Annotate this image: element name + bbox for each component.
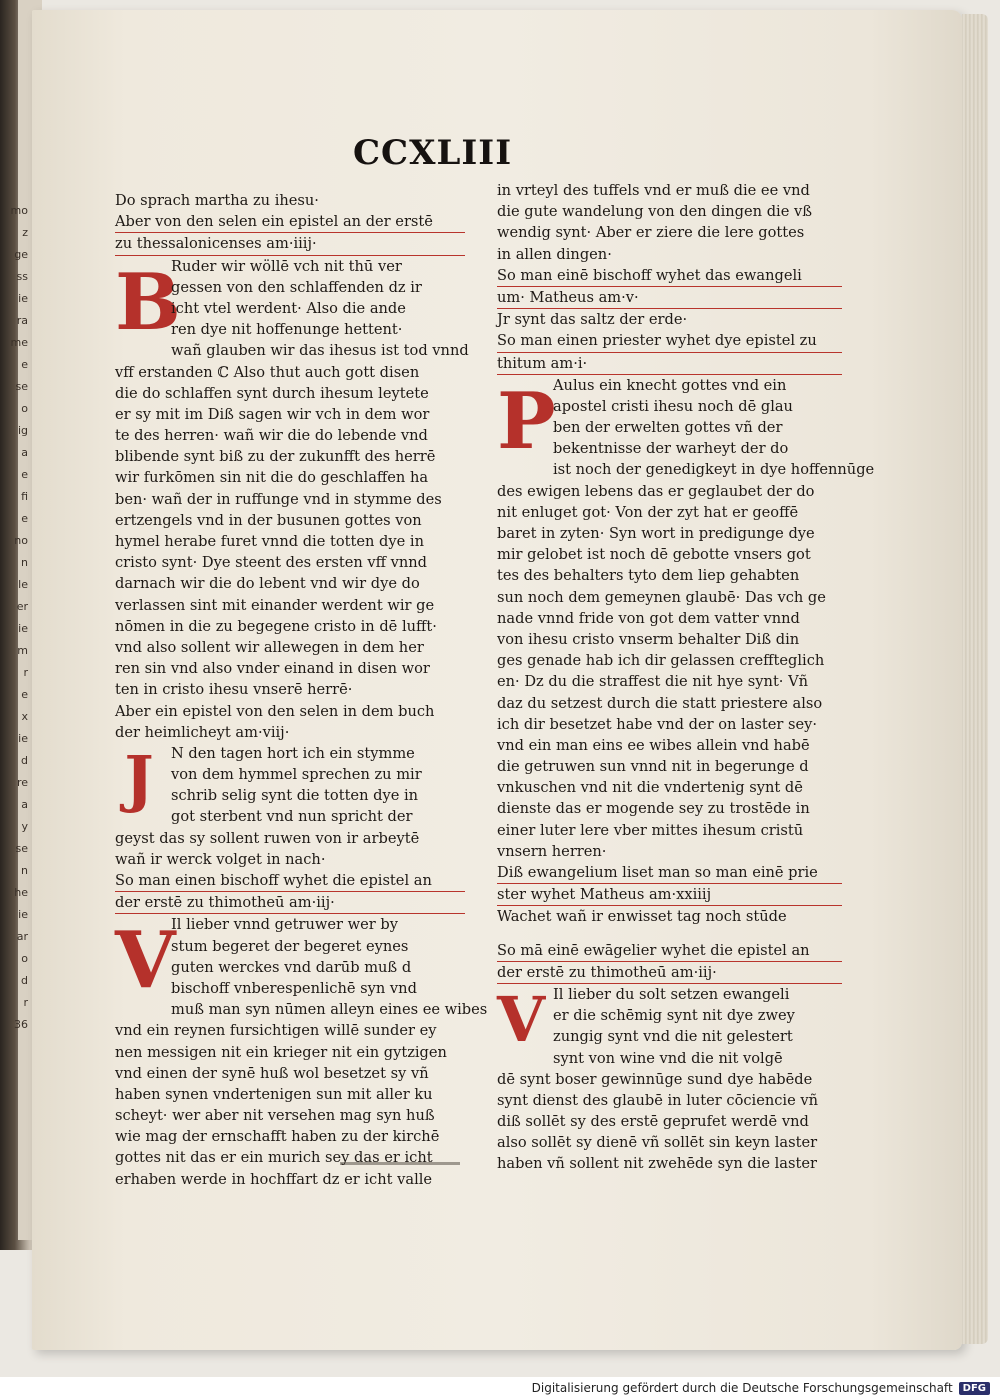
text-line: geyst das sy sollent ruwen von ir arbeytē (115, 829, 420, 847)
text-line: ges genade hab ich dir gelassen creffteglich (497, 652, 825, 670)
text-line: icht vtel werdent· Also die ande (171, 299, 406, 317)
text-line: daz du setzest durch die statt priestere also (497, 694, 823, 712)
text-line: schrib selig synt die totten dye in (171, 787, 419, 805)
text-line: er sy mit im Diß sagen wir vch in dem wor (115, 405, 430, 423)
text-line: N den tagen hort ich ein stymme (171, 744, 415, 762)
rubric-heading-line: Aber von den selen ein epistel an der erstē (115, 211, 465, 233)
text-line: guten werckes vnd darūb muß d (171, 958, 412, 976)
text-line: ist noch der genedigkeyt in dye hoffennūge (553, 461, 875, 479)
text-line: vnkuschen vnd nit die vndertenig synt dē (497, 779, 803, 797)
margin-gloss: ig (17, 424, 28, 437)
text-line: gottes nit das er ein murich sey das er icht (115, 1149, 433, 1167)
text-line: ten in cristo ihesu vnserē herrē· (115, 681, 353, 699)
text-line: Il lieber vnnd getruwer wer by (171, 916, 398, 934)
text-line: vnd einen der synē huß wol besetzet sy vñ (115, 1064, 429, 1082)
text-line: Aber ein epistel von den selen in dem buch (115, 702, 435, 720)
margin-gloss: n (21, 864, 28, 877)
text-line: apostel cristi ihesu noch dē glau (553, 397, 793, 415)
text-line: bischoff vnberespenlichē syn vnd (171, 979, 417, 997)
rubric-heading-line: ster wyhet Matheus am·xxiiij (497, 884, 842, 906)
margin-gloss: 36 (14, 1018, 28, 1031)
decorated-initial: V (115, 915, 176, 1007)
margin-gloss: me (10, 336, 28, 349)
rubric-heading-line: So man einen bischoff wyhet die epistel an (115, 870, 465, 892)
margin-gloss: r (23, 996, 28, 1009)
margin-gloss: ra (16, 314, 28, 327)
margin-gloss: z (22, 226, 28, 239)
rubric-heading-line: So man einen priester wyhet dye epistel zu (497, 330, 842, 352)
text-line: die gute wandelung von den dingen die vß (497, 203, 812, 221)
right-text-column (497, 180, 875, 1175)
text-line: erhaben werde in hochffart dz er icht valle (115, 1170, 433, 1188)
text-line: baret in zyten· Syn wort in predigunge dye (497, 525, 815, 542)
text-line: wir furkōmen sin nit die do geschlaffen ha (115, 469, 429, 487)
text-line: wañ ir werck volget in nach· (115, 850, 326, 868)
margin-gloss: a (21, 798, 28, 811)
text-line: ren dye nit hoffenunge hettent· (171, 321, 403, 339)
text-line: nade vnnd fride von got dem vatter vnnd (497, 609, 800, 627)
margin-gloss: ie (18, 908, 28, 921)
margin-gloss: le (18, 578, 28, 591)
text-line: ertzengels vnd in der busunen gottes von (115, 511, 422, 529)
text-line: nen messigen nit ein krieger nit ein gytzigen (115, 1043, 447, 1061)
text-line: die getruwen sun vnnd nit in begerunge d (497, 758, 809, 776)
text-line: des ewigen lebens das er geglaubet der do (497, 482, 815, 500)
text-line: vnsern herren· (497, 842, 607, 860)
margin-gloss: e (21, 688, 28, 701)
rubric-heading-line: thitum am·i· (497, 353, 842, 375)
text-line: Il lieber du solt setzen ewangeli (553, 985, 790, 1003)
decorated-initial: J (124, 741, 154, 815)
margin-gloss: ie (18, 622, 28, 635)
text-line: mir gelobet ist noch dē gebotte vnsers got (497, 546, 811, 564)
rubric-heading-line: der erstē zu thimotheū am·iij· (497, 962, 842, 984)
margin-gloss: se (15, 380, 28, 393)
text-line: dē synt boser gewinnūge sund dye habēde (497, 1070, 813, 1088)
text-line: er die schēmig synt nit dye zwey (553, 1007, 795, 1025)
text-line: nit enluget got· Von der zyt hat er geoffē (497, 503, 799, 521)
text-line: synt dienst des glaubē in luter cōciencie vñ (497, 1091, 818, 1109)
text-line: vnd ein man eins ee wibes allein vnd habē (497, 736, 810, 754)
margin-gloss: ge (14, 248, 28, 261)
text-line: haben synen vndertenigen sun mit aller ku (115, 1085, 433, 1103)
text-line: nōmen in die zu begegene cristo in dē lufft· (115, 617, 437, 635)
page-stack-edges (962, 14, 988, 1344)
rubric-heading-line: So mā einē ewāgelier wyhet die epistel an (497, 940, 842, 962)
text-line: ben· wañ der in ruffunge vnd in stymme des (115, 490, 442, 508)
text-line: diß sollēt sy des erstē geprufet werdē vnd (497, 1113, 809, 1131)
margin-gloss: ie (18, 732, 28, 745)
text-line: got sterbent vnd nun spricht der (171, 808, 413, 826)
dfg-logo: DFG (959, 1382, 990, 1395)
text-line: Aulus ein knecht gottes vnd ein (553, 376, 787, 394)
margin-gloss: mo (10, 204, 28, 217)
margin-gloss: a (21, 446, 28, 459)
rubric-heading-line: zu thessalonicenses am·iiij· (115, 233, 465, 255)
text-line: von dem hymmel sprechen zu mir (171, 766, 422, 784)
text-line: Jr synt das saltz der erde· (497, 311, 688, 329)
text-line: einer luter lere vber mittes ihesum cristū (497, 821, 804, 839)
folio-number: CCXLIII (353, 133, 513, 173)
text-line: muß man syn nūmen alleyn eines ee wibes (171, 1001, 488, 1019)
margin-gloss: x (21, 710, 28, 723)
text-line: bekentnisse der warheyt der do (553, 440, 789, 458)
text-line: verlassen sint mit einander werdent wir ge (115, 596, 435, 614)
margin-gloss: e (21, 468, 28, 481)
text-line: synt von wine vnd die nit volgē (553, 1049, 783, 1067)
text-line: der heimlicheyt am·viij· (115, 723, 290, 741)
margin-gloss: fi (21, 490, 28, 503)
margin-gloss: no (14, 534, 28, 547)
margin-gloss: e (21, 358, 28, 371)
blank-line (497, 928, 842, 940)
text-line: wendig synt· Aber er ziere die lere gottes (497, 224, 805, 242)
text-line: zungig synt vnd die nit gelestert (553, 1028, 793, 1046)
rubric-heading-line: der erstē zu thimotheū am·iij· (115, 892, 465, 914)
text-line: vnd also sollent wir allewegen in dem her (115, 638, 424, 656)
margin-gloss: y (21, 820, 28, 833)
text-line: hymel herabe furet vnnd die totten dye in (115, 533, 424, 550)
footer-credit-bar (0, 1377, 1000, 1399)
margin-gloss: o (21, 402, 28, 415)
decorated-initial: V (497, 982, 546, 1056)
margin-gloss: ar (16, 930, 28, 943)
text-line: wie mag der ernschafft haben zu der kirchē (115, 1128, 440, 1146)
rubric-heading-line: Diß ewangelium liset man so man einē prie (497, 862, 842, 884)
text-line: dienste das er mogende sey zu trostēde in (497, 800, 810, 818)
decorated-initial: B (115, 256, 181, 348)
text-line: Do sprach martha zu ihesu· (115, 192, 319, 209)
text-line: sun noch dem gemeynen glaubē· Das vch ge (497, 588, 826, 606)
margin-gloss: ie (18, 292, 28, 305)
text-line: also sollēt sy dienē vñ sollēt sin keyn laster (497, 1134, 818, 1152)
margin-gloss: he (14, 886, 28, 899)
margin-gloss: n (21, 556, 28, 569)
footer-credit-text: Digitalisierung gefördert durch die Deutsche Forschungsgemeinschaft (531, 1381, 953, 1395)
decorated-initial: P (497, 375, 556, 467)
text-line: te des herren· wañ wir die do lebende vnd (115, 427, 428, 445)
text-line: ren sin vnd also vnder einand in disen wor (115, 660, 430, 678)
text-line: haben vñ sollent nit zwehēde syn die laster (497, 1155, 817, 1173)
facing-page-margin-text (0, 200, 30, 1200)
text-line: wañ glauben wir das ihesus ist tod vnnd (171, 342, 469, 360)
left-text-column (115, 190, 488, 1190)
text-line: in allen dingen· (497, 245, 612, 263)
margin-gloss: d (21, 754, 28, 767)
margin-gloss: ss (16, 270, 28, 283)
text-line: Wachet wañ ir enwisset tag noch stūde (497, 908, 787, 926)
text-line: en· Dz du die straffest die nit hye synt· Vñ (497, 673, 809, 691)
margin-gloss: er (16, 600, 28, 613)
text-line: vff erstanden ℂ Also thut auch gott disen (115, 363, 420, 381)
rubric-heading-line: um· Matheus am·v· (497, 287, 842, 309)
text-line: ben der erwelten gottes vñ der (553, 419, 783, 437)
catchword-line (340, 1162, 460, 1165)
margin-gloss: o (21, 952, 28, 965)
text-line: blibende synt biß zu der zukunfft des herrē (115, 448, 436, 466)
margin-gloss: r (23, 666, 28, 679)
text-line: Ruder wir wöllē vch nit thū ver (171, 257, 402, 275)
text-line: gessen von den schlaffenden dz ir (171, 278, 422, 296)
margin-gloss: se (15, 842, 28, 855)
margin-gloss: re (16, 776, 28, 789)
text-line: stum begeret der begeret eynes (171, 937, 409, 955)
margin-gloss: d (21, 974, 28, 987)
text-line: vnd ein reynen fursichtigen willē sunder ey (115, 1022, 437, 1040)
text-line: scheyt· wer aber nit versehen mag syn huß (115, 1107, 435, 1125)
margin-gloss: m (17, 644, 28, 657)
text-line: tes des behalters tyto dem liep gehabten (497, 567, 800, 585)
text-line: ich dir besetzet habe vnd der on laster sey· (497, 715, 818, 733)
text-line: cristo synt· Dye steent des ersten vff vnnd (115, 554, 428, 572)
text-line: die do schlaffen synt durch ihesum leytete (115, 384, 429, 402)
margin-gloss: e (21, 512, 28, 525)
text-line: in vrteyl des tuffels vnd er muß die ee vnd (497, 182, 810, 199)
rubric-heading-line: So man einē bischoff wyhet das ewangeli (497, 265, 842, 287)
text-line: von ihesu cristo vnserm behalter Diß din (497, 630, 800, 648)
text-line: darnach wir die do lebent vnd wir dye do (115, 575, 420, 593)
